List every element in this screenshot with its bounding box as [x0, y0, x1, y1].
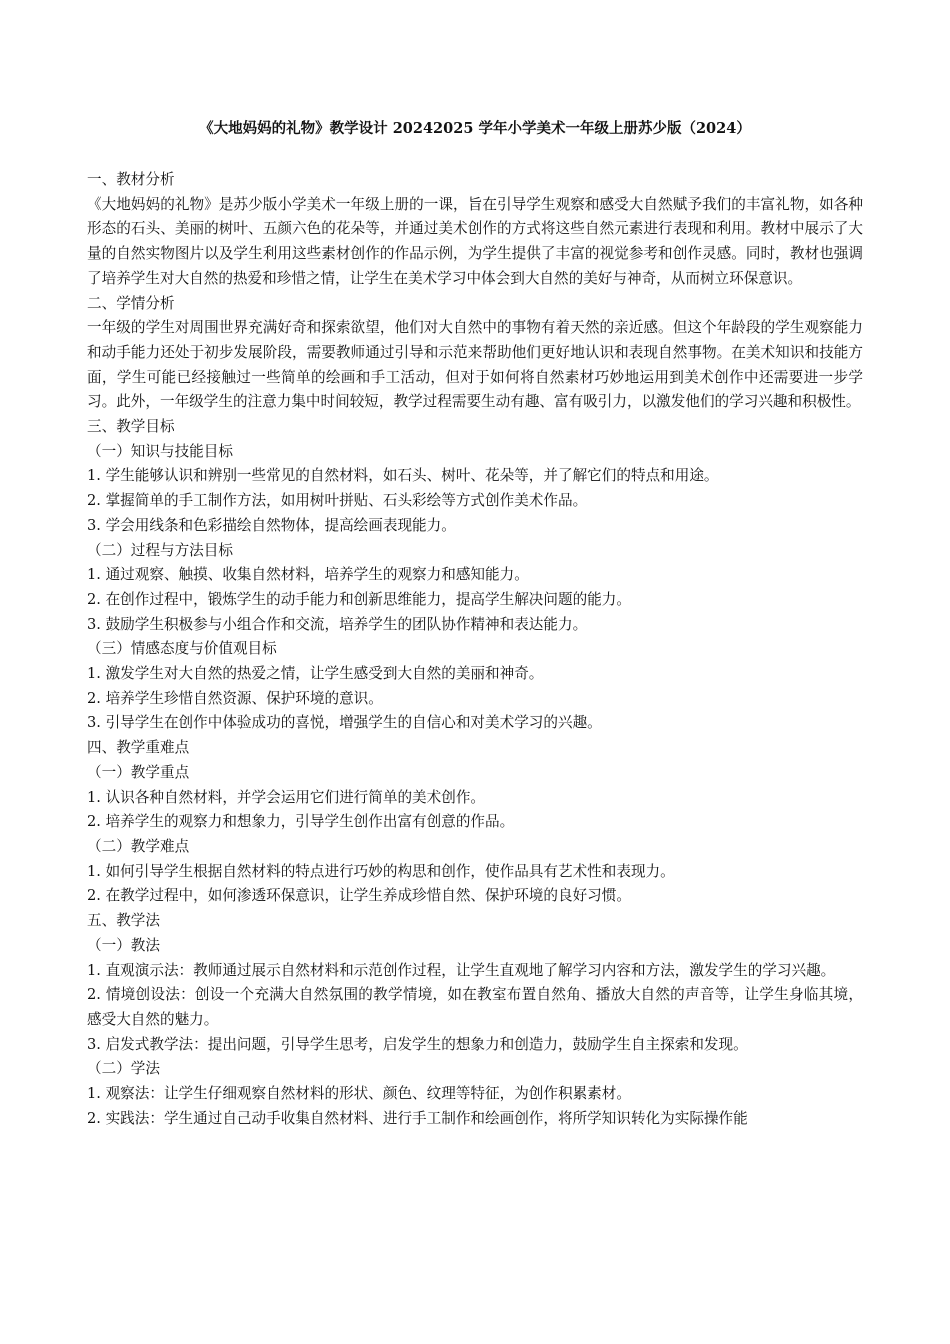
- list-item: 1. 观察法：让学生仔细观察自然材料的形状、颜色、纹理等特征，为创作积累素材。: [87, 1085, 631, 1103]
- list-item: 1. 通过观察、触摸、收集自然材料，培养学生的观察力和感知能力。: [87, 566, 529, 584]
- section-heading: 四、教学重难点: [87, 739, 190, 757]
- subsection-heading: （一）知识与技能目标: [87, 442, 233, 460]
- list-item: 1. 直观演示法：教师通过展示自然材料和示范创作过程，让学生直观地了解学习内容和方法，激发学生的学习兴趣。: [87, 961, 836, 979]
- document-title: 《大地妈妈的礼物》教学设计 20242025 学年小学美术一年级上册苏少版（2024）: [199, 120, 751, 137]
- list-item: 2. 实践法：学生通过自己动手收集自然材料、进行手工制作和绘画创作，将所学知识转化为实际操作能: [87, 1109, 748, 1127]
- paragraph: 《大地妈妈的礼物》是苏少版小学美术一年级上册的一课，旨在引导学生观察和感受大自然赋予我们的丰富礼物，如各种形态的石头、美丽的树叶、五颜六色的花朵等，并通过美术创作的方式将这些自然元素进行表现和利用。教材中展示了大量的自然实物图片以及学生利用这些素材创作的作品示例，为学生提供了丰富的视觉参考和创作灵感。同时，教材也强调了培养学生对大自然的热爱和珍惜之情，让学生在美术学习中体会到大自然的美好与神奇，从而树立环保意识。: [87, 195, 863, 287]
- section-heading: 三、教学目标: [87, 418, 175, 436]
- list-item: 2. 培养学生的观察力和想象力，引导学生创作出富有创意的作品。: [87, 813, 515, 831]
- list-item: 3. 启发式教学法：提出问题，引导学生思考，启发学生的想象力和创造力，鼓励学生自主探索和发现。: [87, 1035, 748, 1053]
- subsection-heading: （一）教学重点: [87, 763, 190, 781]
- subsection-heading: （二）教学难点: [87, 837, 190, 855]
- section-heading: 二、学情分析: [87, 294, 175, 312]
- list-item: 2. 情境创设法：创设一个充满大自然氛围的教学情境，如在教室布置自然角、播放大自然的声音等，让学生身临其境，感受大自然的魅力。: [87, 986, 863, 1028]
- list-item: 3. 鼓励学生积极参与小组合作和交流，培养学生的团队协作精神和表达能力。: [87, 615, 588, 633]
- document-body: [87, 168, 863, 1131]
- subsection-heading: （一）教法: [87, 936, 160, 954]
- subsection-heading: （二）学法: [87, 1060, 160, 1078]
- list-item: 2. 在教学过程中，如何渗透环保意识，让学生养成珍惜自然、保护环境的良好习惯。: [87, 887, 631, 905]
- list-item: 1. 认识各种自然材料，并学会运用它们进行简单的美术创作。: [87, 788, 486, 806]
- list-item: 1. 激发学生对大自然的热爱之情，让学生感受到大自然的美丽和神奇。: [87, 665, 544, 683]
- list-item: 2. 在创作过程中，锻炼学生的动手能力和创新思维能力，提高学生解决问题的能力。: [87, 590, 631, 608]
- list-item: 2. 培养学生珍惜自然资源、保护环境的意识。: [87, 689, 383, 707]
- list-item: 1. 如何引导学生根据自然材料的特点进行巧妙的构思和创作，使作品具有艺术性和表现力。: [87, 862, 675, 880]
- section-heading: 一、教材分析: [87, 171, 175, 188]
- list-item: 3. 引导学生在创作中体验成功的喜悦，增强学生的自信心和对美术学习的兴趣。: [87, 714, 602, 732]
- paragraph: 一年级的学生对周围世界充满好奇和探索欲望，他们对大自然中的事物有着天然的亲近感。但这个年龄段的学生观察能力和动手能力还处于初步发展阶段，需要教师通过引导和示范来帮助他们更好地认识和表现自然事物。在美术知识和技能方面，学生可能已经接触过一些简单的绘画和手工活动，但对于如何将自然素材巧妙地运用到美术创作中还需要进一步学习。此外，一年级学生的注意力集中时间较短，教学过程需要生动有趣、富有吸引力，以激发他们的学习兴趣和积极性。: [87, 319, 863, 411]
- list-item: 2. 掌握简单的手工制作方法，如用树叶拼贴、石头彩绘等方式创作美术作品。: [87, 492, 588, 510]
- list-item: 1. 学生能够认识和辨别一些常见的自然材料，如石头、树叶、花朵等，并了解它们的特点和用途。: [87, 467, 719, 485]
- section-heading: 五、教学法: [87, 912, 160, 930]
- list-item: 3. 学会用线条和色彩描绘自然物体，提高绘画表现能力。: [87, 516, 456, 534]
- subsection-heading: （三）情感态度与价值观目标: [87, 640, 277, 658]
- subsection-heading: （二）过程与方法目标: [87, 541, 233, 559]
